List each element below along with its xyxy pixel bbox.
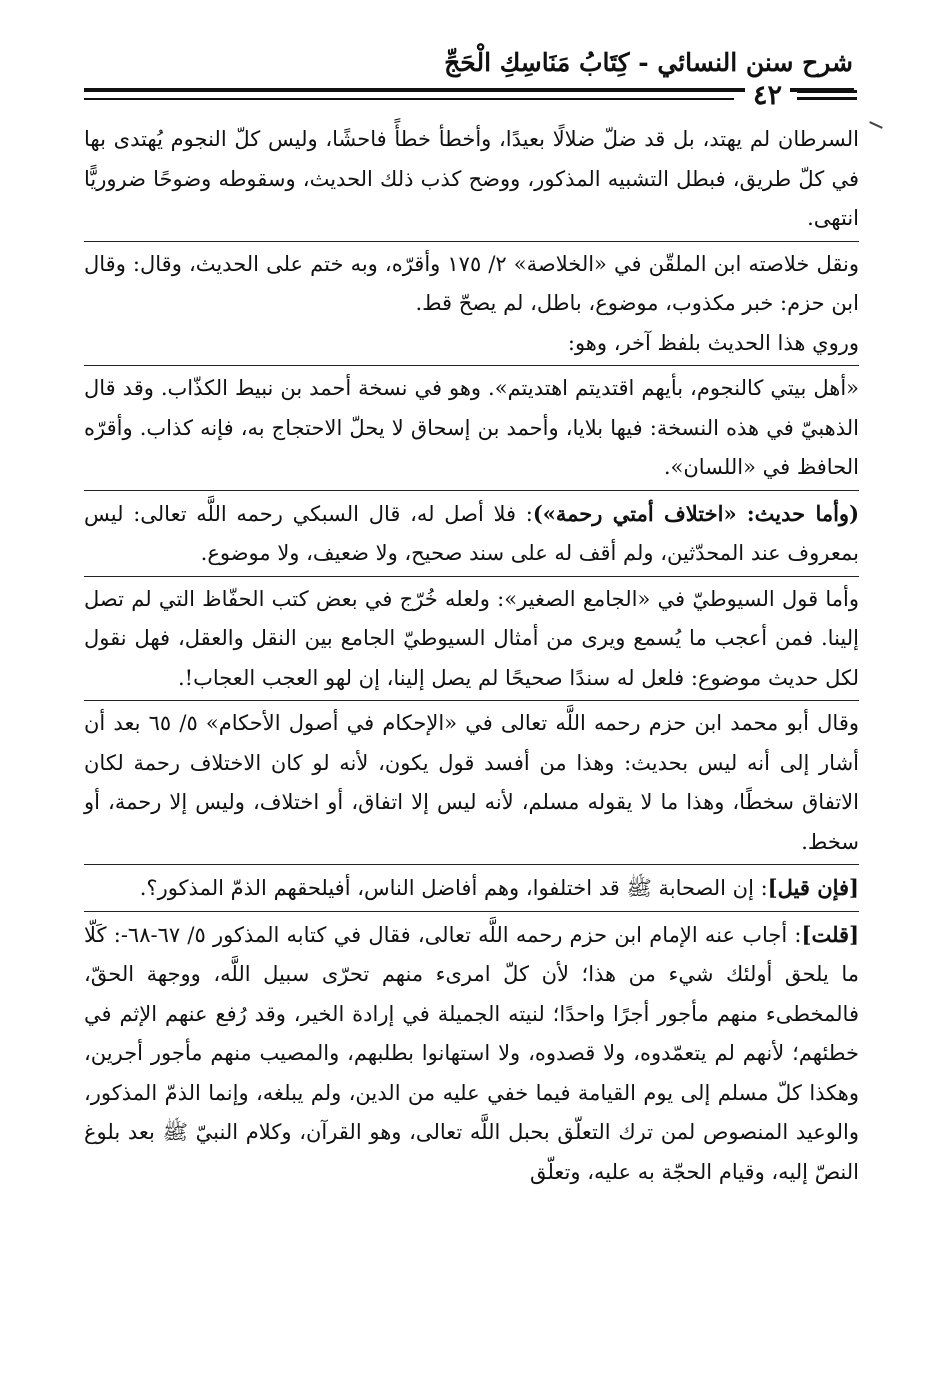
paragraph bbox=[84, 494, 859, 574]
separator-line bbox=[84, 864, 859, 865]
paragraph: وأما قول السيوطيّ في «الجامع الصغير»: ولعله خُرّج في بعض كتب الحفّاظ التي لم تصل إلينا. فمن أعجب ما يُسمع ويرى من أمثال السيوطيّ الجامع بين النقل والعقل، فهل نقول لكل حديث موضوع: فلعل له سندًا صحيحًا لم يصل إلينا، إن لهو العجب العجاب!. bbox=[84, 586, 859, 690]
separator-line bbox=[84, 365, 859, 366]
separator-line bbox=[84, 490, 859, 491]
paragraph: «أهل بيتي كالنجوم، بأيهم اقتديتم اهتديتم». وهو في نسخة أحمد بن نبيط الكذّاب. وقد قال الذهبيّ في هذه النسخة: فيها بلايا، وأحمد بن إسحاق لا يحلّ الاحتجاج به، فإنه كذاب. وأقرّه الحافظ في «اللسان». bbox=[84, 376, 859, 479]
paragraph: وقال أبو محمد ابن حزم رحمه اللَّه تعالى في «الإحكام في أصول الأحكام» ٥/ ٦٥ بعد أن أشار إلى أنه ليس بحديث: وهذا من أفسد قول يكون، لأنه لو كان الاختلاف رحمة لكان الاتفاق سخطًا، وهذا ما لا يقوله مسلم، لأنه ليس إلا اتفاق، أو اختلاف، وليس إلا رحمة، أو سخط. bbox=[84, 711, 859, 854]
paragraph: وروي هذا الحديث بلفظ آخر، وهو: bbox=[567, 330, 859, 355]
page-number-ornament bbox=[797, 90, 857, 104]
paragraph: السرطان لم يهتد، بل قد ضلّ ضلالًا بعيدًا، وأخطأ خطأً فاحشًا، وليس كلّ النجوم يُهتدى بها في كلّ طريق، فبطل التشبيه المذكور، ووضح كذب ذلك الحديث، وسقوطه وضوحًا ضروريًّا انتهى. bbox=[84, 127, 859, 230]
header-rule-thin bbox=[84, 98, 734, 100]
paragraph-lead: [قلت] bbox=[801, 921, 859, 947]
corner-mark bbox=[869, 121, 883, 129]
separator-line bbox=[84, 911, 859, 912]
paragraph bbox=[84, 915, 859, 1193]
separator-line bbox=[84, 241, 859, 242]
separator-line bbox=[84, 700, 859, 701]
paragraph-lead: (وأما حديث: «اختلاف أمتي رحمة») bbox=[532, 500, 860, 526]
page-body bbox=[84, 120, 859, 1314]
paragraph-lead: [فإن قيل] bbox=[767, 875, 859, 900]
running-title: شرح سنن النسائي - كِتَابُ مَنَاسِكِ الْحَجِّ bbox=[444, 48, 853, 77]
separator-line bbox=[84, 576, 859, 577]
paragraph-text: : أجاب عنه الإمام ابن حزم رحمه اللَّه تعالى، فقال في كتابه المذكور ٥/ ٦٧-٦٨-: كَلّا ما يلحق أولئك شيء من هذا؛ لأن كلّ امرىء منهم تحرّى سبيل اللَّه، ووجهة الحقّ، فالمخطىء منهم مأجور أجرًا واحدًا؛ لنيته الجميلة في إرادة الخير، وقد رُفع عنهم الإثم في خطئهم؛ لأنهم لم يتعمّدوه، ولا قصدوه، ولا استهانوا بطلبهم، والمصيب منهم مأجور أجرين، وهكذا كلّ مسلم إلى يوم القيامة فيما خفي عليه من الدين، ولم يبلغه، وإنما الذمّ المذكور، والوعيد المنصوص لمن ترك التعلّق بحبل اللَّه تعالى، وهو القرآن، وكلام النبيّ ﷺ بعد بلوغ النصّ إليه، وقيام الحجّة به عليه، وتعلّق bbox=[84, 922, 859, 1184]
page-number: ٤٢ bbox=[745, 80, 790, 111]
paragraph-text: : فلا أصل له، قال السبكي رحمه اللَّه تعالى: ليس بمعروف عند المحدّثين، ولم أقف له على سند صحيح، ولا ضعيف، ولا موضوع. bbox=[84, 501, 859, 565]
paragraph bbox=[84, 868, 859, 909]
header-rule bbox=[84, 88, 854, 92]
paragraph: ونقل خلاصته ابن الملقّن في «الخلاصة» ٢/ ١٧٥ وأقرّه، وبه ختم على الحديث، وقال: وقال ابن حزم: خبر مكذوب، موضوع، باطل، لم يصحّ قط. bbox=[84, 251, 859, 315]
page-header bbox=[0, 40, 945, 110]
paragraph-text: : إن الصحابة ﷺ قد اختلفوا، وهم أفاضل الناس، أفيلحقهم الذمّ المذكور؟. bbox=[139, 876, 768, 900]
